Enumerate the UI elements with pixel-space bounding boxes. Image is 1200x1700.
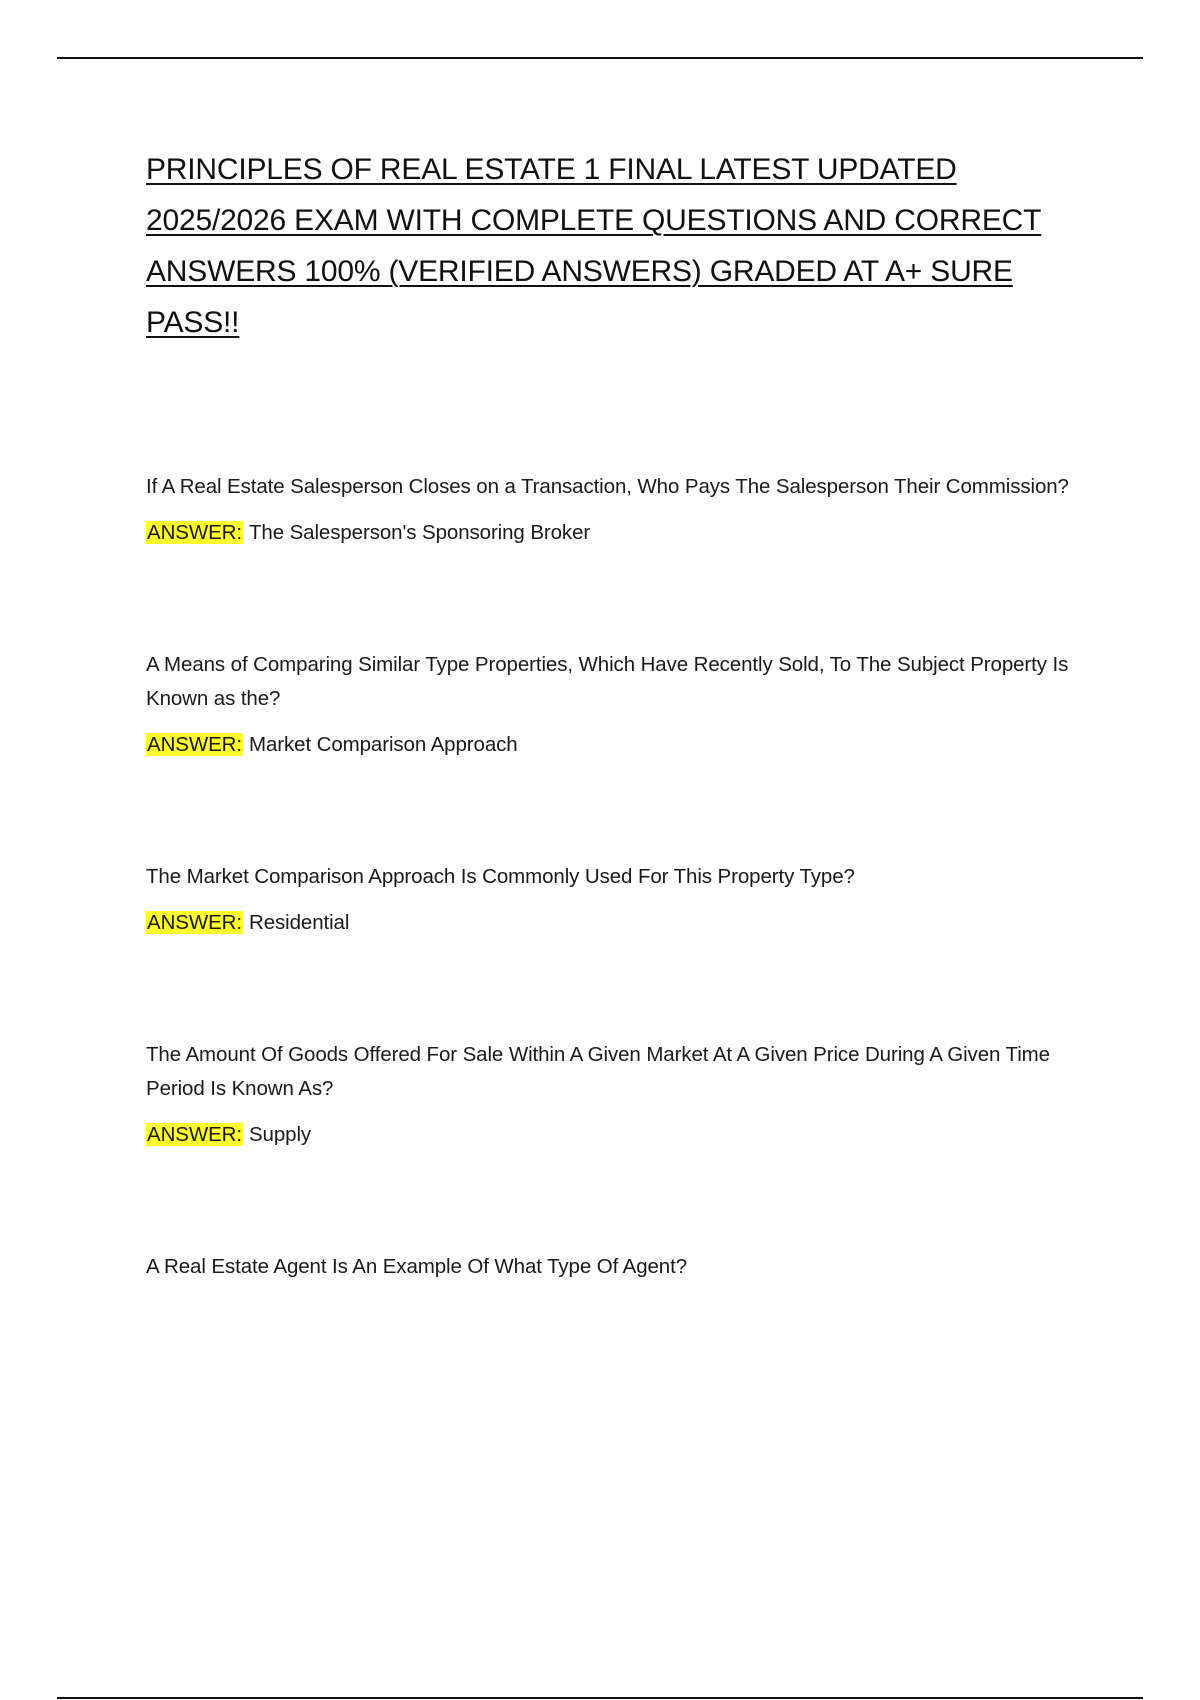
answer-label: ANSWER: [147,521,242,544]
qa-item [146,648,1086,762]
question-text: A Real Estate Agent Is An Example Of What Type Of Agent? [146,1255,688,1278]
qa-item [146,860,1086,940]
question-text: The Amount Of Goods Offered For Sale Within A Given Market At A Given Price During A Given Time Period Is Known As? [146,1043,1050,1100]
answer-line [146,1118,1086,1152]
qa-item [146,470,1086,550]
answer-text: Market Comparison Approach [248,733,518,756]
answer-label: ANSWER: [147,911,242,934]
question-text: The Market Comparison Approach Is Commonly Used For This Property Type? [146,865,855,888]
header-rule [57,57,1143,59]
answer-label: ANSWER: [147,1123,242,1146]
footer-rule [57,1697,1143,1699]
answer-line [146,516,1086,550]
qa-list [146,470,1086,1284]
question-text: A Means of Comparing Similar Type Properties, Which Have Recently Sold, To The Subject Property Is Known as the? [146,653,1069,710]
answer-label: ANSWER: [147,733,242,756]
answer-text: The Salesperson's Sponsoring Broker [248,521,591,544]
answer-line [146,906,1086,940]
question-text: If A Real Estate Salesperson Closes on a Transaction, Who Pays The Salesperson Their Commission? [146,475,1069,498]
answer-line [146,728,1086,762]
qa-item [146,1250,1086,1284]
answer-text: Residential [248,911,350,934]
answer-text: Supply [248,1123,312,1146]
document-title: PRINCIPLES OF REAL ESTATE 1 FINAL LATEST UPDATED 2025/2026 EXAM WITH COMPLETE QUESTIONS AND CORRECT ANSWERS 100% (VERIFIED ANSWERS) GRADED AT A+ SURE PASS!! [146,153,1042,339]
qa-item [146,1038,1086,1152]
document-body [146,144,1086,1382]
